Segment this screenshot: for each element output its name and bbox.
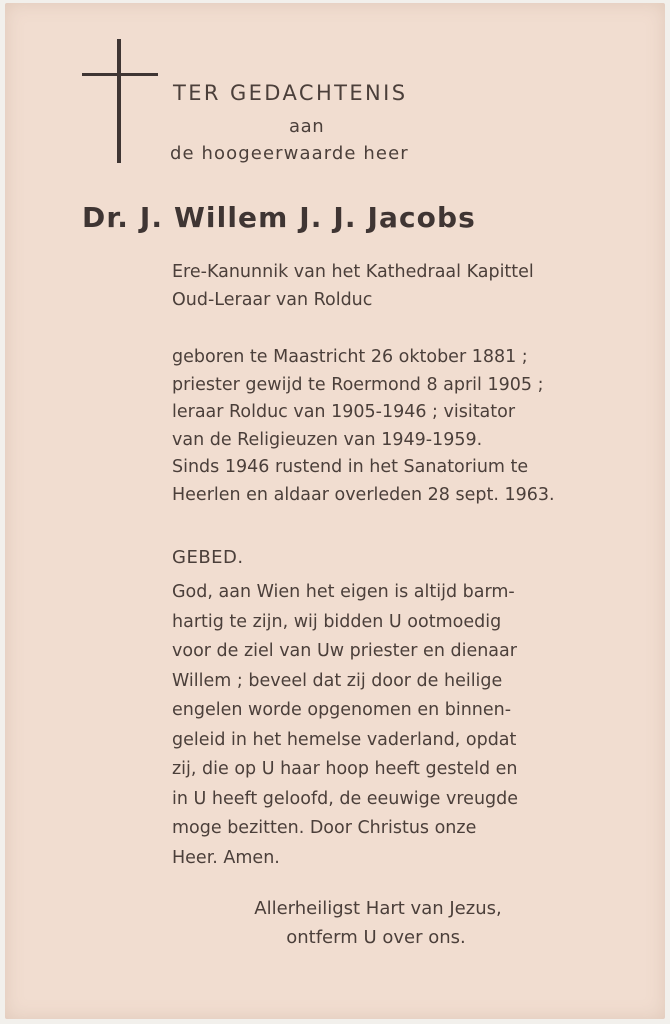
header-subtitle: de hoogeerwaarde heer [170,143,409,164]
prayer-line: God, aan Wien het eigen is altijd barm- [172,582,515,602]
prayer-line: hartig te zijn, wij bidden U ootmoedig [172,611,502,632]
prayer-line: geleid in het hemelse vaderland, opdat [172,729,517,750]
biography-block [172,344,592,509]
deceased-name: Dr. J. Willem J. J. Jacobs [82,201,476,234]
prayer-title: GEBED. [172,547,244,568]
prayer-line: voor de ziel van Uw priester en dienaar [172,641,517,661]
memorial-card [5,3,665,1019]
bio-line: geboren te Maastricht 26 oktober 1881 ; [172,347,528,367]
closing-line: Allerheiligst Hart van Jezus, [254,898,502,919]
prayer-line: Willem ; beveel dat zij door de heilige [172,670,503,691]
title-line: Ere-Kanunnik van het Kathedraal Kapittel [172,262,534,282]
prayer-line: zij, die op U haar hoop heeft gesteld en [172,759,518,779]
cross-icon [117,39,121,163]
prayer-line: in U heeft geloofd, de eeuwige vreugde [172,788,519,809]
closing-invocation [5,894,670,952]
cross-icon-bar [82,73,158,76]
prayer-line: Heer. Amen. [172,847,280,868]
titles-block [172,259,592,314]
header-title: TER GEDACHTENIS [173,81,408,105]
bio-line: leraar Rolduc van 1905-1946 ; visitator [172,402,516,422]
title-line: Oud-Leraar van Rolduc [172,289,373,310]
bio-line: Heerlen en aldaar overleden 28 sept. 1963. [172,484,555,505]
prayer-line: moge bezitten. Door Christus onze [172,818,477,838]
bio-line: van de Religieuzen van 1949-1959. [172,429,483,450]
bio-line: Sinds 1946 rustend in het Sanatorium te [172,457,529,477]
bio-line: priester gewijd te Roermond 8 april 1905 ; [172,374,544,395]
closing-line: ontferm U over ons. [286,927,466,948]
header-aan: aan [289,116,325,137]
prayer-block [172,578,592,873]
prayer-line: engelen worde opgenomen en binnen- [172,700,512,720]
